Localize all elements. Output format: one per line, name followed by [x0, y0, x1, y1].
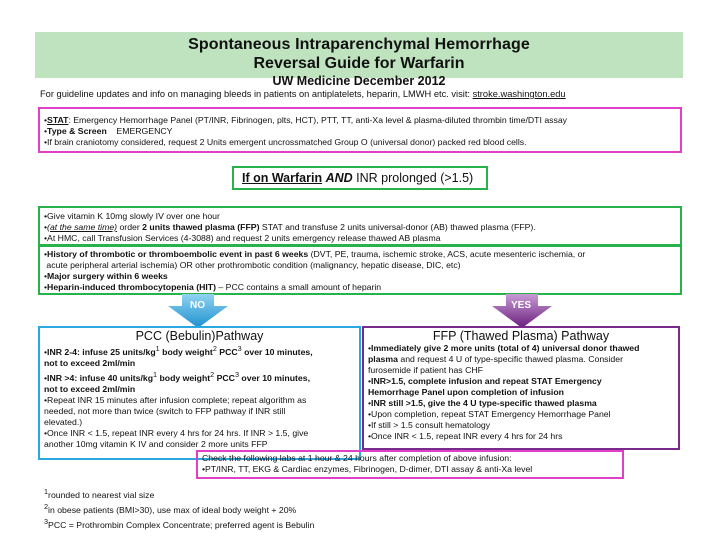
ffp-line: plasma and request 4 U of type-specific thawed plasma. Consider [368, 354, 623, 364]
pcc-line: •Once INR < 1.5, repeat INR every 4 hrs for 24 hrs. If INR > 1.5, give [44, 427, 309, 438]
yes-label: YES [511, 300, 532, 311]
footnote: $^2$in obese patients (BMI>30), use max of ideal body weight + 20% [44, 501, 297, 515]
stat-box [38, 107, 682, 153]
labs-line: Check the following labs at 1 hour & 24 hours after completion of above infusion: [202, 453, 512, 463]
warfarin-condition-box [232, 166, 488, 190]
pcc-line: needed, not more than twice (switch to FFP pathway if INR still [44, 405, 286, 416]
pcc-line: •INR >4: infuse 40 units/$kg^1$ body weight$^2$ PCC$^3$ over 10 minutes, [44, 369, 310, 383]
ffp-line: •INR still >1.5, give the 4 U type-specific thawed plasma [368, 398, 597, 408]
footnote: $^1$rounded to nearest vial size [44, 487, 155, 500]
pcc-line: not to exceed 2ml/min [44, 383, 136, 394]
footnotes [44, 486, 314, 531]
stat-line: •STAT: Emergency Hemorrhage Panel (PT/INR, Fibrinogen, plts, HCT), PTT, TT, anti-Xa level & plasma-diluted thrombin time/DTI assay [44, 115, 568, 125]
ffp-title: FFP (Thawed Plasma) Pathway [432, 329, 610, 343]
pcc-line: •INR 2-4: infuse 25 units/$kg^1$ body weight$^2$ PCC$^3$ over 10 minutes, [44, 344, 313, 357]
ffp-line: furosemide if patient has CHF [368, 365, 483, 375]
labs-line: •PT/INR, TT, EKG & Cardiac enzymes, Fibrinogen, D-dimer, DTI assay & anti-Xa level [202, 464, 533, 474]
footnote: $^3$PCC = Prothrombin Complex Concentrate; preferred agent is Bebulin [44, 516, 315, 530]
history-line-2: acute peripheral arterial ischemia) OR other prothrombotic condition (malignancy, hepatic disease, DIC, etc) [46, 260, 461, 270]
document-subtitle: Reversal Guide for Warfarin [253, 55, 465, 72]
guideline-text: For guideline updates and info on managing bleeds in patients on antiplatelets, heparin, LMWH etc. visit: [40, 89, 473, 99]
document-date: UW Medicine December 2012 [272, 74, 446, 88]
ffp-pathway-box [362, 326, 680, 450]
ffp-line: •INR>1.5, complete infusion and repeat STAT Emergency [368, 376, 602, 386]
history-line: •History of thrombotic or thromboembolic event in past 6 weeks (DVT, PE, trauma, ischemic stroke, ACS, acute mesenteric ischemia, or [44, 249, 586, 259]
major-surgery-line: •Major surgery within 6 weeks [44, 271, 168, 281]
guideline-note [40, 89, 700, 99]
condition-warfarin: If on Warfarin [242, 171, 323, 185]
guideline-link[interactable]: stroke.washington.edu [472, 89, 566, 99]
ffp-line: •Once INR < 1.5, repeat INR every 4 hrs for 24 hrs [368, 431, 563, 441]
pcc-title: PCC (Bebulin)Pathway [135, 329, 264, 343]
ffp-line: Hemorrhage Panel upon completion of infusion [368, 387, 564, 397]
history-box [38, 245, 682, 295]
vitamin-k-line: •Give vitamin K 10mg slowly IV over one hour [44, 211, 220, 221]
pcc-line: •Repeat INR 15 minutes after infusion complete; repeat algorithm as [44, 394, 307, 405]
ffp-line: •Upon completion, repeat STAT Emergency Hemorrhage Panel [368, 409, 611, 419]
condition-and: AND [325, 171, 353, 185]
document-title: Spontaneous Intraparenchymal Hemorrhage [188, 36, 530, 53]
pcc-line: elevated.) [44, 416, 83, 427]
thawed-plasma-line: •(at the same time) order 2 units thawed plasma (FFP) STAT and transfuse 2 units universal-donor (AB) thawed plasma (FFP). [44, 222, 536, 232]
hit-line: •Heparin-induced thrombocytopenia (HIT) – PCC contains a small amount of heparin [44, 282, 382, 292]
no-label: NO [190, 300, 205, 311]
pcc-pathway-box [38, 326, 361, 460]
ffp-line: •Immediately give 2 more units (total of 4) universal donor thawed [368, 343, 640, 353]
condition-inr: INR prolonged (>1.5) [352, 171, 474, 185]
craniotomy-line: •If brain craniotomy considered, request 2 Units emergent uncrossmatched Group O (universal donor) packed red blood cells. [44, 137, 527, 147]
type-screen-line: •Type & Screen EMERGENCY [44, 126, 173, 136]
hmc-line: •At HMC, call Transfusion Services (4-3088) and request 2 units emergency release thawed AB plasma [44, 233, 441, 243]
pcc-line: another 10mg vitamin K IV and consider 2 more units FFP [44, 438, 268, 449]
pcc-line: not to exceed 2ml/min [44, 357, 136, 368]
followup-labs-box [196, 450, 624, 479]
ffp-line: •If still > 1.5 consult hematology [368, 420, 491, 430]
vitamin-k-box [38, 206, 682, 246]
